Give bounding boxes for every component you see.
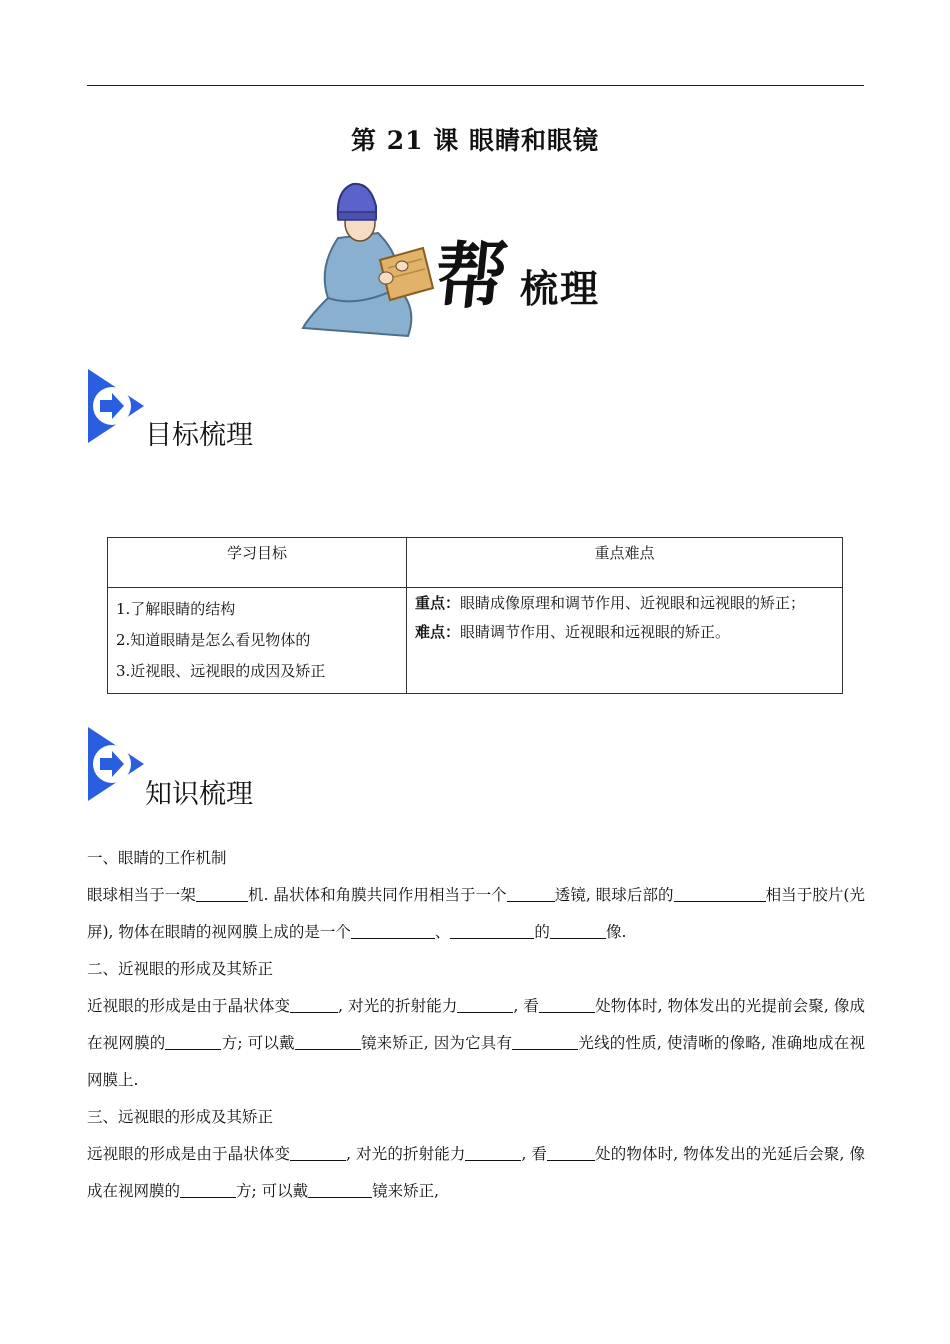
banner [298,178,628,338]
text-run: 处的物体时, 物体发出的光延后会聚, 像成在视网膜的 [87,1145,865,1200]
subsection-title: 一、眼睛的工作机制 [87,849,227,867]
knowledge-body [87,840,865,1210]
goal-item: 1.了解眼睛的结构 [116,600,236,618]
fill-blank[interactable] [550,921,606,939]
text-run: 的 [534,923,550,941]
fill-blank[interactable] [351,921,435,939]
fill-blank[interactable] [180,1180,236,1198]
text-run: 透镜, 眼球后部的 [554,886,674,904]
text-run: 镜来矫正, 因为它具有 [360,1034,513,1052]
key-text: 眼睛成像原理和调节作用、近视眼和远视眼的矫正； [460,594,806,612]
goal-item: 2.知道眼睛是怎么看见物体的 [116,631,311,649]
paragraph [87,988,865,1099]
text-run: , 对光的折射能力 [338,997,458,1015]
section-heading-knowledge: 知识梳理 [145,779,253,810]
page-title: 第 21 课 眼睛和眼镜 [351,126,599,155]
focus-cell [407,588,843,694]
text-run: , 看 [513,997,540,1015]
text-run: , 看 [521,1145,548,1163]
banner-big-char: 帮 [430,233,512,318]
text-run: 、 [434,923,451,941]
text-run: 方; 可以戴 [236,1182,309,1200]
fill-blank[interactable] [196,884,248,902]
goals-table-header: 学习目标 [108,538,407,588]
text-run: 近视眼的形成是由于晶状体变 [87,997,291,1015]
goals-table [107,537,843,694]
header-rule [87,85,864,86]
paragraph [87,877,865,951]
text-run: 像. [605,923,627,941]
difficulty-label: 难点： [415,623,461,641]
fill-blank[interactable] [165,1032,221,1050]
subsection-title: 三、远视眼的形成及其矫正 [87,1108,274,1126]
fill-blank[interactable] [457,995,513,1013]
fill-blank[interactable] [308,1180,372,1198]
goal-item: 3.近视眼、远视眼的成因及矫正 [116,662,326,680]
key-label: 重点： [415,594,461,612]
arrow-icon [86,727,146,801]
fill-blank[interactable] [674,884,766,902]
difficulty-text: 眼睛调节作用、近视眼和远视眼的矫正。 [460,623,731,641]
text-run: 相当于胶片(光屏), 物体在眼睛的视网膜上成的是一个 [87,886,865,941]
fill-blank[interactable] [507,884,555,902]
fill-blank[interactable] [512,1032,578,1050]
paragraph [87,1136,865,1210]
text-run: 方; 可以戴 [221,1034,295,1052]
fill-blank[interactable] [290,995,338,1013]
subsection-title: 二、近视眼的形成及其矫正 [87,960,274,978]
text-run: , 对光的折射能力 [346,1145,466,1163]
fill-blank[interactable] [539,995,595,1013]
text-run: 镜来矫正, [372,1182,440,1200]
text-run: 处物体时, 物体发出的光提前会聚, 像成在视网膜的 [87,997,865,1052]
fill-blank[interactable] [290,1143,346,1161]
fill-blank[interactable] [465,1143,521,1161]
goals-table-header: 重点难点 [407,538,843,588]
text-run: 眼球相当于一架 [87,886,196,904]
fill-blank[interactable] [450,921,534,939]
goals-cell [108,588,407,694]
arrow-icon [86,369,146,443]
fill-blank[interactable] [295,1032,361,1050]
section-heading-goals: 目标梳理 [145,420,253,451]
fill-blank[interactable] [547,1143,595,1161]
text-run: 机. 晶状体和角膜共同作用相当于一个 [247,886,507,904]
banner-small-text: 梳理 [520,266,601,311]
text-run: 远视眼的形成是由于晶状体变 [87,1145,291,1163]
text-run: 光线的性质, 使清晰的像略, 准确地成在视网膜上. [87,1034,865,1089]
